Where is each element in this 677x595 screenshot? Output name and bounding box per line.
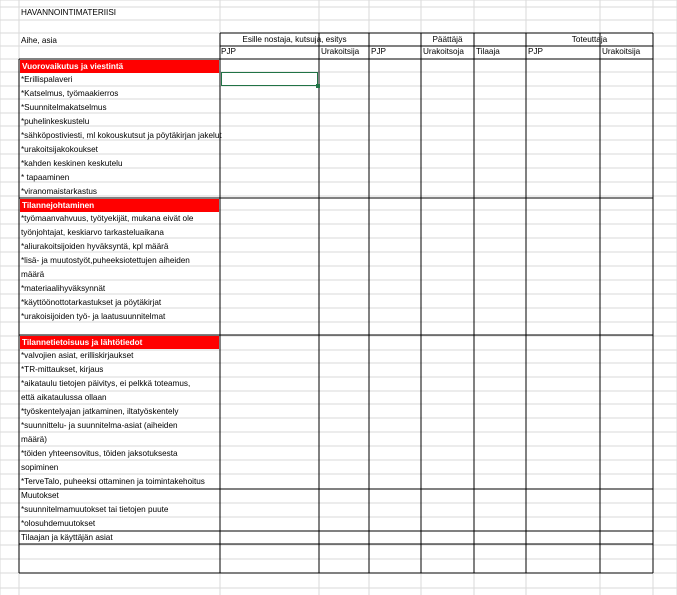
list-item: *käyttöönottotarkastukset ja pöytäkirjat — [21, 298, 162, 307]
list-item: *töiden yhteensovitus, töiden jaksotuksesta — [21, 449, 178, 458]
list-item-continuation: työnjohtajat, keskiarvo tarkasteluaikana — [21, 228, 164, 237]
header-subcolumn: Urakoitsija — [602, 47, 641, 56]
list-item: *suunnittelu- ja suunnitelma-asiat (aiheiden — [21, 421, 178, 430]
section-header: Muutokset — [21, 491, 59, 500]
list-item: *valvojien asiat, erilliskirjaukset — [21, 351, 134, 360]
header-subcolumn: Urakoitsoja — [423, 47, 464, 56]
list-item: *urakoisijoiden työ- ja laatusuunnitelmat — [21, 312, 166, 321]
header-subcolumn: PJP — [528, 47, 544, 56]
list-item: *TerveTalo, puheeksi ottaminen ja toimintakehoitus — [21, 477, 205, 486]
header-subcolumn: Tilaaja — [476, 47, 500, 56]
list-item: *viranomaistarkastus — [21, 187, 97, 196]
header-group: Toteuttaja — [571, 35, 608, 44]
list-item: *TR-mittaukset, kirjaus — [21, 365, 104, 374]
list-item: *Erillispalaveri — [21, 75, 73, 84]
list-item: * tapaaminen — [21, 173, 70, 182]
list-item-continuation: sopiminen — [21, 463, 59, 472]
list-item: *aliurakoitsijoiden hyväksyntä, kpl määrä — [21, 242, 169, 251]
header-subcolumn: PJP — [371, 47, 387, 56]
section-header: Tilaajan ja käyttäjän asiat — [21, 533, 113, 542]
section-header: Vuorovaikutus ja viestintä — [20, 60, 219, 73]
header-subcolumn: Urakoitsija — [321, 47, 360, 56]
header-group: Päättäjä — [432, 35, 463, 44]
list-item: *Suunnitelmakatselmus — [21, 103, 107, 112]
section-header: Tilannetietoisuus ja lähtötiedot — [20, 336, 219, 349]
section-header: Tilannejohtaminen — [20, 199, 219, 212]
list-item: *puhelinkeskustelu — [21, 117, 90, 126]
list-item: *työskentelyajan jatkaminen, iltatyöskentely — [21, 407, 179, 416]
list-item-continuation: että aikataulussa ollaan — [21, 393, 107, 402]
list-item-continuation: määrä — [21, 270, 45, 279]
sheet-title: HAVANNOINTIMATERIISI — [21, 8, 117, 17]
list-item: *sähköpostiviesti, ml kokouskutsut ja pöytäkirjan jakelut — [21, 131, 222, 140]
list-item: *urakoitsijakokoukset — [21, 145, 98, 154]
list-item: *aikataulu tietojen päivitys, ei pelkkä toteamus, — [21, 379, 191, 388]
list-item: *Katselmus, työmaakierros — [21, 89, 119, 98]
list-item: *kahden keskinen keskutelu — [21, 159, 123, 168]
list-item: *materiaalihyväksynnät — [21, 284, 106, 293]
list-item-continuation: määrä) — [21, 435, 47, 444]
list-item: *lisä- ja muutostyöt,puheeksiotettujen aiheiden — [21, 256, 190, 265]
header-group: Esille nostaja, kutsuja, esitys — [242, 35, 347, 44]
header-subject: Aihe, asia — [21, 36, 57, 45]
active-cell-selection[interactable] — [221, 72, 318, 86]
header-subcolumn: PJP — [221, 47, 237, 56]
list-item: *suunnitelmamuutokset tai tietojen puute — [21, 505, 169, 514]
list-item: *työmaanvahvuus, työtyekijät, mukana eivät ole — [21, 214, 194, 223]
list-item: *olosuhdemuutokset — [21, 519, 96, 528]
